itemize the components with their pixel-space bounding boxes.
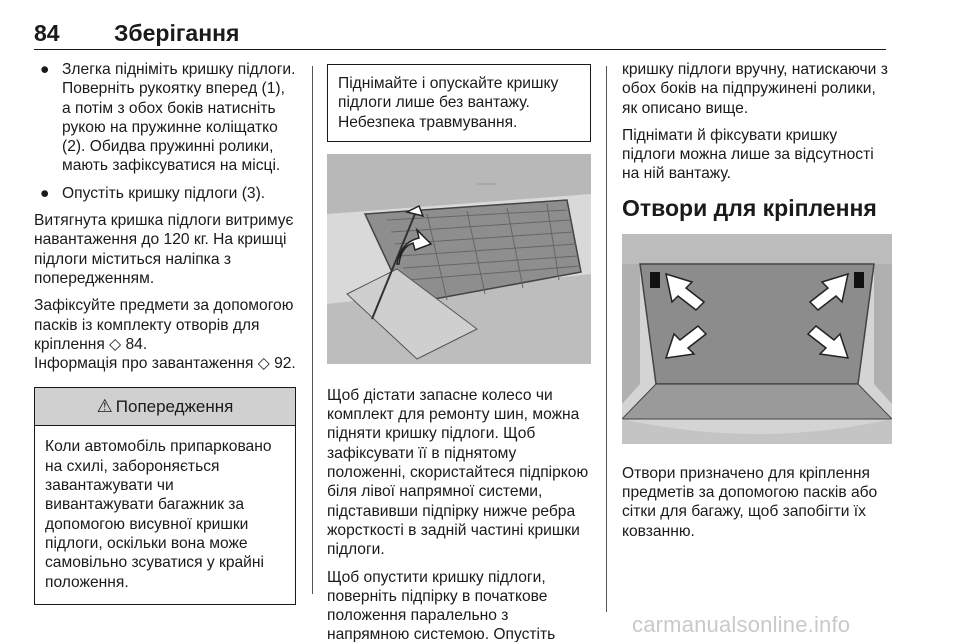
column-3 [622,60,892,549]
warning-box [34,387,296,604]
paragraph: кришку підлоги вручну, натискаючи з обох боків на підпружинені ролики, як описано вище. [622,61,888,117]
paragraph: Піднімати й фіксувати кришку підлоги можна лише за відсутності на ній вантажу. [622,126,874,183]
warning-triangle-icon: ⚠ [96,396,113,417]
paragraph: Отвори призначено для кріплення предметів за допомогою пасків або сітки для багажу, щоб запобігти їх ковзанню. [622,464,878,540]
column-divider-left [312,66,313,594]
warning-text: Коли автомобіль припарковано на схилі, забороняється завантажувати чи вивантажувати багажник за допомогою висувної кришки підлоги, оскільки вона може самовільно зсуватися у крайні положення. [45,438,272,591]
paragraph: Щоб опустити кришку підлоги, поверніть підпірку в початкове положення паралельно з напрямною системою. Опустіть [327,568,556,642]
column-2 [327,60,591,642]
watermark-text: carmanualsonline.info [632,612,851,637]
floor-cover-drawing [327,154,591,364]
bullet-icon: ● [40,61,50,78]
paragraph: Зафіксуйте предмети за допомогою пасків із комплекту отворів для кріплення ◇ 84. [34,297,294,353]
paragraph: Витягнута кришка підлоги витримує навантаження до 120 кг. На кришці підлоги міститься наліпка з попередженням. [34,212,294,287]
column-divider-right [606,66,607,612]
lashing-eyes-drawing [622,234,892,444]
list-item [34,184,296,203]
list-item [34,60,296,176]
warning-header [35,388,295,426]
page-header [34,20,886,56]
note-box: Піднімайте і опускайте кришку підлоги лише без вантажу. Небезпека травмування. [327,64,591,142]
header-rule [34,49,886,50]
lashing-eyes-illustration [622,234,892,444]
warning-title: Попередження [115,397,234,417]
page-number: 84 [34,20,60,46]
section-title: Зберігання [114,20,240,46]
column-1 [34,60,296,605]
paragraph: Щоб дістати запасне колесо чи комплект для ремонту шин, можна підняти кришку підлоги. Щоб зафіксувати її в піднятому положенні, скористайтеся підпіркою біля лівої напрямної системи, підставивши підпірку нижче ребра жорсткості в задній частині кришки підлоги. [327,386,589,559]
section-heading: Отвори для кріплення [622,194,877,221]
paragraph: Інформація про завантаження ◇ 92. [34,355,296,373]
list-item-text: Злегка підніміть кришку підлоги. Поверніть рукоятку вперед (1), а потім з обох боків натисніть рукою на пружинне коліщатко (2). Обидва пружинні ролики, мають зафіксуватися на місці. [62,61,296,175]
list-item-text: Опустіть кришку підлоги (3). [62,184,266,202]
bullet-icon: ● [40,184,50,202]
floor-cover-illustration [327,154,591,364]
